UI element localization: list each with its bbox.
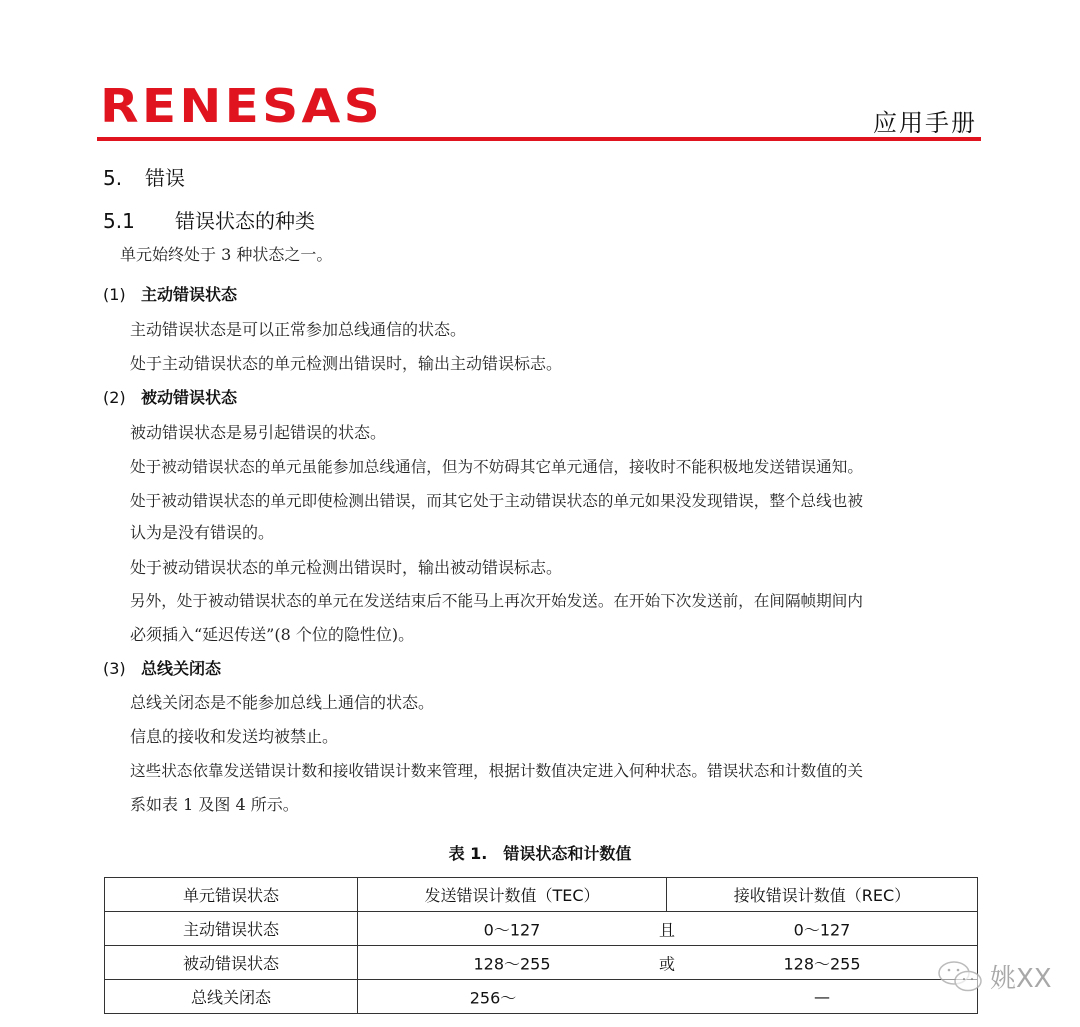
tec-value: 128～255: [473, 954, 551, 973]
condition-operator: 且: [658, 920, 676, 939]
state-cell: 被动错误状态: [105, 946, 358, 980]
state-title: 主动错误状态: [141, 285, 238, 304]
rec-value: 0～127: [793, 920, 851, 939]
paragraph: 信息的接收和发送均被禁止。: [130, 727, 339, 746]
state-heading-passive: [103, 385, 237, 408]
state-title: 被动错误状态: [141, 388, 238, 407]
table-header-cell: 单元错误状态: [105, 878, 358, 912]
table-row: [105, 980, 978, 1014]
table-header-cell: 发送错误计数值（TEC）: [358, 878, 667, 912]
state-number: (2): [103, 388, 126, 407]
paragraph: 认为是没有错误的。: [130, 523, 275, 542]
state-cell: 总线关闭态: [105, 980, 358, 1014]
table-caption-title: 错误状态和计数值: [503, 844, 632, 863]
intro-paragraph: 单元始终处于 3 种状态之一。: [120, 245, 333, 264]
counter-cell: [358, 912, 978, 946]
state-cell: 主动错误状态: [105, 912, 358, 946]
wechat-icon: [936, 959, 984, 995]
subsection-number: 5.1: [103, 209, 135, 233]
paragraph: 处于主动错误状态的单元检测出错误时，输出主动错误标志。: [130, 354, 563, 373]
svg-text:RENESAS: RENESAS: [100, 82, 383, 128]
document-type-label: 应用手册: [873, 109, 977, 137]
table-caption-number: 表 1.: [448, 844, 488, 863]
counter-cell: [358, 946, 978, 980]
renesas-logo: [100, 82, 385, 128]
watermark-text: 姚XX: [990, 964, 1052, 994]
section-title: 错误: [145, 166, 185, 190]
condition-operator: 或: [658, 954, 676, 973]
subsection-title: 错误状态的种类: [175, 209, 315, 233]
table-row: [105, 946, 978, 980]
table-header-cell: 接收错误计数值（REC）: [667, 878, 978, 912]
state-heading-active: [103, 282, 237, 305]
state-title: 总线关闭态: [141, 659, 222, 678]
table-header-row: [105, 878, 978, 912]
paragraph: 主动错误状态是可以正常参加总线通信的状态。: [130, 320, 467, 339]
tec-value: 256～: [469, 988, 517, 1007]
renesas-logo-icon: [100, 82, 385, 128]
error-state-table: [104, 877, 978, 1014]
paragraph: 这些状态依靠发送错误计数和接收错误计数来管理，根据计数值决定进入何种状态。错误状态和计数值的关: [130, 762, 863, 780]
header-divider: [97, 137, 981, 141]
paragraph: 系如表 1 及图 4 所示。: [130, 795, 299, 814]
tec-value: 0～127: [483, 920, 541, 939]
paragraph: 必须插入“延迟传送”(8 个位的隐性位)。: [130, 625, 415, 644]
rec-value: —: [814, 987, 830, 1006]
paragraph: 另外，处于被动错误状态的单元在发送结束后不能马上再次开始发送。在开始下次发送前，在间隔帧期间内: [130, 592, 863, 610]
rec-value: 128～255: [783, 954, 861, 973]
table-caption: [0, 841, 1080, 864]
state-heading-bus-off: [103, 656, 221, 679]
paragraph: 处于被动错误状态的单元检测出错误时，输出被动错误标志。: [130, 558, 563, 577]
section-heading: [103, 162, 185, 191]
counter-cell: [358, 980, 978, 1014]
watermark: [936, 958, 1052, 995]
paragraph: 处于被动错误状态的单元虽能参加总线通信，但为不妨碍其它单元通信，接收时不能积极地发送错误通知。: [130, 458, 863, 476]
section-number: 5.: [103, 166, 123, 190]
subsection-heading: [103, 205, 315, 234]
paragraph: 总线关闭态是不能参加总线上通信的状态。: [130, 693, 435, 712]
paragraph: 被动错误状态是易引起错误的状态。: [130, 423, 387, 442]
table-row: [105, 912, 978, 946]
paragraph: 处于被动错误状态的单元即使检测出错误，而其它处于主动错误状态的单元如果没发现错误，整个总线也被: [130, 492, 863, 510]
state-number: (3): [103, 659, 126, 678]
state-number: (1): [103, 285, 126, 304]
